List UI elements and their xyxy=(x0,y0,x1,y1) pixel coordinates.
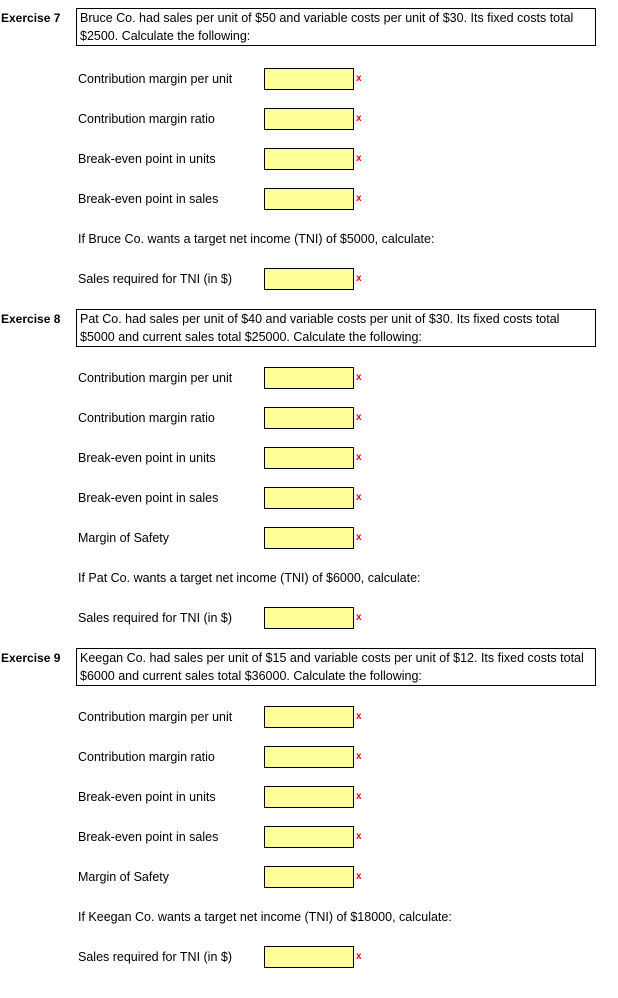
row-label: Contribution margin ratio xyxy=(78,112,215,126)
contribution-margin-per-unit-input[interactable] xyxy=(264,68,354,90)
incorrect-mark: x xyxy=(356,612,362,623)
problem-text: Pat Co. had sales per unit of $40 and variable costs per unit of $30. Its fixed costs total $5000 and current sales total $25000. Calculate the following: xyxy=(76,309,596,347)
break-even-sales-input[interactable] xyxy=(264,188,354,210)
row-label: Break-even point in units xyxy=(78,152,216,166)
row-label: Break-even point in units xyxy=(78,790,216,804)
contribution-margin-ratio-input[interactable] xyxy=(264,746,354,768)
row-label: Contribution margin ratio xyxy=(78,411,215,425)
tni-prompt: If Keegan Co. wants a target net income (TNI) of $18000, calculate: xyxy=(78,910,452,924)
row-label: Contribution margin per unit xyxy=(78,371,233,385)
incorrect-mark: x xyxy=(356,751,362,762)
break-even-sales-input[interactable] xyxy=(264,487,354,509)
row-label: Break-even point in sales xyxy=(78,491,219,505)
incorrect-mark: x xyxy=(356,412,362,423)
incorrect-mark: x xyxy=(356,372,362,383)
sales-required-tni-input[interactable] xyxy=(264,946,354,968)
exercise-label: Exercise 7 xyxy=(1,11,61,25)
margin-of-safety-input[interactable] xyxy=(264,527,354,549)
margin-of-safety-input[interactable] xyxy=(264,866,354,888)
incorrect-mark: x xyxy=(356,492,362,503)
contribution-margin-per-unit-input[interactable] xyxy=(264,367,354,389)
incorrect-mark: x xyxy=(356,153,362,164)
incorrect-mark: x xyxy=(356,951,362,962)
row-label: Break-even point in sales xyxy=(78,830,219,844)
incorrect-mark: x xyxy=(356,532,362,543)
tni-prompt: If Pat Co. wants a target net income (TNI) of $6000, calculate: xyxy=(78,571,421,585)
problem-text: Keegan Co. had sales per unit of $15 and variable costs per unit of $12. Its fixed costs total $6000 and current sales total $36000. Calculate the following: xyxy=(76,648,596,686)
row-label: Contribution margin per unit xyxy=(78,72,233,86)
problem-text: Bruce Co. had sales per unit of $50 and variable costs per unit of $30. Its fixed costs total $2500. Calculate the following: xyxy=(76,8,596,46)
incorrect-mark: x xyxy=(356,452,362,463)
break-even-units-input[interactable] xyxy=(264,148,354,170)
row-label: Sales required for TNI (in $) xyxy=(78,272,232,286)
row-label: Break-even point in units xyxy=(78,451,216,465)
row-label: Sales required for TNI (in $) xyxy=(78,950,232,964)
incorrect-mark: x xyxy=(356,193,362,204)
tni-prompt: If Bruce Co. wants a target net income (TNI) of $5000, calculate: xyxy=(78,232,435,246)
row-label: Sales required for TNI (in $) xyxy=(78,611,232,625)
row-label: Break-even point in sales xyxy=(78,192,219,206)
incorrect-mark: x xyxy=(356,113,362,124)
incorrect-mark: x xyxy=(356,711,362,722)
incorrect-mark: x xyxy=(356,791,362,802)
contribution-margin-per-unit-input[interactable] xyxy=(264,706,354,728)
sales-required-tni-input[interactable] xyxy=(264,607,354,629)
row-label: Contribution margin ratio xyxy=(78,750,215,764)
row-label: Margin of Safety xyxy=(78,870,170,884)
contribution-margin-ratio-input[interactable] xyxy=(264,407,354,429)
incorrect-mark: x xyxy=(356,273,362,284)
incorrect-mark: x xyxy=(356,73,362,84)
exercise-label: Exercise 8 xyxy=(1,312,61,326)
contribution-margin-ratio-input[interactable] xyxy=(264,108,354,130)
sales-required-tni-input[interactable] xyxy=(264,268,354,290)
break-even-sales-input[interactable] xyxy=(264,826,354,848)
break-even-units-input[interactable] xyxy=(264,447,354,469)
row-label: Margin of Safety xyxy=(78,531,170,545)
row-label: Contribution margin per unit xyxy=(78,710,233,724)
incorrect-mark: x xyxy=(356,871,362,882)
exercise-label: Exercise 9 xyxy=(1,651,61,665)
incorrect-mark: x xyxy=(356,831,362,842)
break-even-units-input[interactable] xyxy=(264,786,354,808)
